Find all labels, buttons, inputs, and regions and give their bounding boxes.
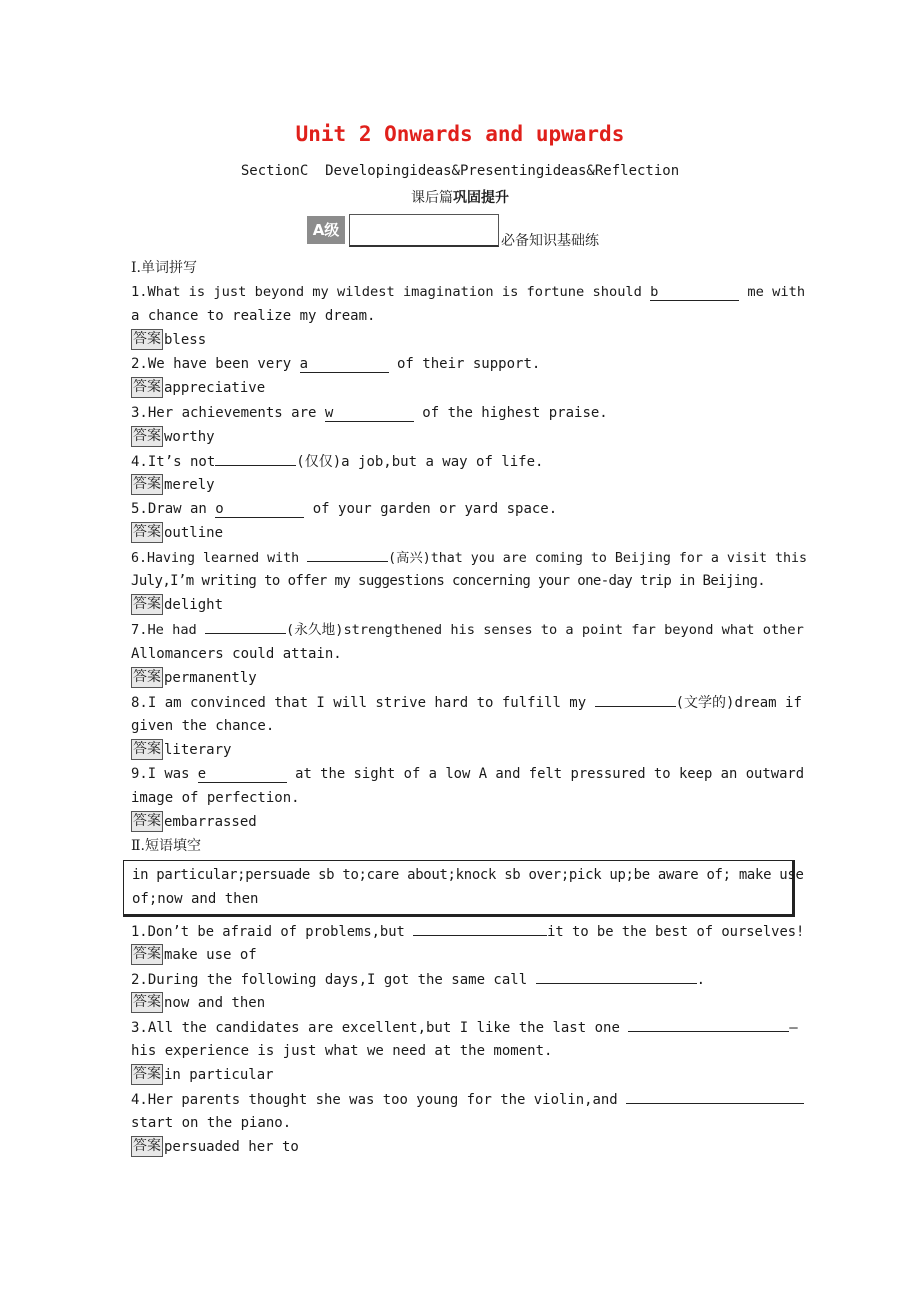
answer-line — [131, 1135, 801, 1159]
answer-line — [131, 328, 801, 352]
answer-line — [131, 593, 801, 617]
level-badge: A级 — [307, 216, 345, 244]
answer-blank[interactable]: w — [325, 405, 414, 422]
answer-blank[interactable] — [628, 1015, 789, 1032]
question-line: 2.During the following days,I got the same call . — [131, 967, 801, 991]
level-box — [349, 214, 499, 247]
answer-text: in particular — [164, 1067, 274, 1084]
answer-text: now and then — [164, 994, 266, 1011]
question-line-continued: a chance to realize my dream. — [131, 308, 376, 325]
question-line: 7.He had (永久地)strengthened his senses to a point far beyond what other — [131, 617, 801, 641]
question-line: 5.Draw an o of your garden or yard space. — [131, 500, 558, 517]
answer-tag: 答案 — [131, 944, 163, 965]
section1-heading: Ⅰ.单词拼写 — [131, 260, 197, 276]
answer-line — [131, 738, 801, 762]
phrase-bank-box — [123, 860, 804, 916]
section-subtitle: SectionC Developingideas&Presentingideas&Reflection — [240, 163, 680, 179]
answer-line — [131, 666, 801, 690]
answer-line — [131, 991, 801, 1015]
question-line: 1.What is just beyond my wildest imagination is fortune should b me with — [131, 284, 806, 301]
exercise-content — [131, 256, 807, 1159]
question-line-continued: July,I’m writing to offer my suggestions concerning your one-day trip in Beijing. — [131, 573, 766, 590]
answer-line — [131, 1063, 801, 1087]
answer-text: persuaded her to — [164, 1139, 299, 1156]
answer-blank[interactable]: e — [198, 766, 287, 783]
question-line: 9.I was e at the sight of a low A and felt pressured to keep an outward — [131, 765, 805, 782]
question-line: 4.It’s not (仅仅)a job,but a way of life. — [131, 449, 801, 473]
answer-tag: 答案 — [131, 329, 163, 350]
question-line-continued: his experience is just what we need at the moment. — [131, 1043, 553, 1059]
answer-text: literary — [164, 741, 232, 758]
subtitle-bold: 巩固提升 — [453, 190, 509, 206]
question-line: 3.All the candidates are excellent,but I like the last one — — [131, 1015, 801, 1039]
question-line: 6.Having learned with (高兴)that you are coming to Beijing for a visit this — [131, 545, 801, 569]
answer-text: permanently — [164, 669, 257, 686]
question-line: 3.Her achievements are w of the highest praise. — [131, 404, 608, 421]
answer-text: bless — [164, 332, 207, 349]
question-line: 8.I am convinced that I will strive hard to fulfill my (文学的)dream if — [131, 690, 801, 714]
answer-tag: 答案 — [131, 1064, 163, 1085]
answer-line — [131, 521, 801, 545]
answer-text: appreciative — [164, 380, 266, 397]
answer-tag: 答案 — [131, 522, 163, 543]
answer-blank[interactable] — [215, 449, 296, 466]
answer-line — [131, 810, 801, 834]
level-text: 必备知识基础练 — [501, 233, 599, 249]
answer-tag: 答案 — [131, 377, 163, 398]
answer-blank[interactable]: a — [300, 356, 389, 373]
question-line: 1.Don’t be afraid of problems,but it to be the best of ourselves! — [131, 919, 801, 943]
question-line-continued: Allomancers could attain. — [131, 645, 342, 662]
chinese-hint: (永久地) — [286, 622, 344, 639]
answer-blank[interactable] — [595, 690, 676, 707]
question-line-continued: given the chance. — [131, 717, 275, 734]
phrase-bank-line: of;now and then — [132, 891, 259, 908]
exercise-subtitle — [0, 187, 920, 207]
answer-tag: 答案 — [131, 667, 163, 688]
page-title: Unit 2 Onwards and upwards — [295, 122, 625, 146]
question-line: 4.Her parents thought she was too young for the violin,and — [131, 1087, 801, 1111]
answer-tag: 答案 — [131, 739, 163, 760]
answer-line — [131, 943, 801, 967]
subtitle-prefix: 课后篇 — [411, 190, 453, 206]
chinese-hint: (文学的) — [675, 694, 735, 711]
answer-blank[interactable] — [307, 545, 388, 562]
answer-tag: 答案 — [131, 992, 163, 1013]
chinese-hint: (高兴) — [388, 551, 431, 567]
answer-line — [131, 425, 801, 449]
answer-text: merely — [164, 476, 215, 493]
phrase-bank-line: in particular;persuade sb to;care about;knock sb over;pick up;be aware of; make use — [132, 867, 804, 884]
answer-blank[interactable] — [413, 919, 547, 936]
answer-blank[interactable]: o — [215, 501, 304, 518]
answer-text: outline — [164, 525, 224, 542]
answer-tag: 答案 — [131, 426, 163, 447]
answer-line — [131, 376, 801, 400]
answer-tag: 答案 — [131, 474, 163, 495]
answer-blank[interactable] — [626, 1087, 804, 1104]
answer-line — [131, 473, 801, 497]
chinese-hint: (仅仅) — [296, 453, 342, 470]
answer-tag: 答案 — [131, 1136, 163, 1157]
question-line-continued: image of perfection. — [131, 790, 300, 807]
answer-blank[interactable] — [536, 967, 697, 984]
answer-text: make use of — [164, 946, 257, 963]
answer-text: delight — [164, 597, 224, 614]
answer-blank[interactable]: b — [650, 284, 739, 301]
section2-heading: Ⅱ.短语填空 — [131, 838, 201, 855]
answer-blank[interactable] — [205, 617, 286, 634]
answer-tag: 答案 — [131, 811, 163, 832]
question-line: 2.We have been very a of their support. — [131, 356, 541, 373]
answer-tag: 答案 — [131, 594, 163, 615]
answer-text: worthy — [164, 428, 215, 445]
question-line-continued: start on the piano. — [131, 1115, 292, 1132]
answer-text: embarrassed — [164, 814, 257, 831]
